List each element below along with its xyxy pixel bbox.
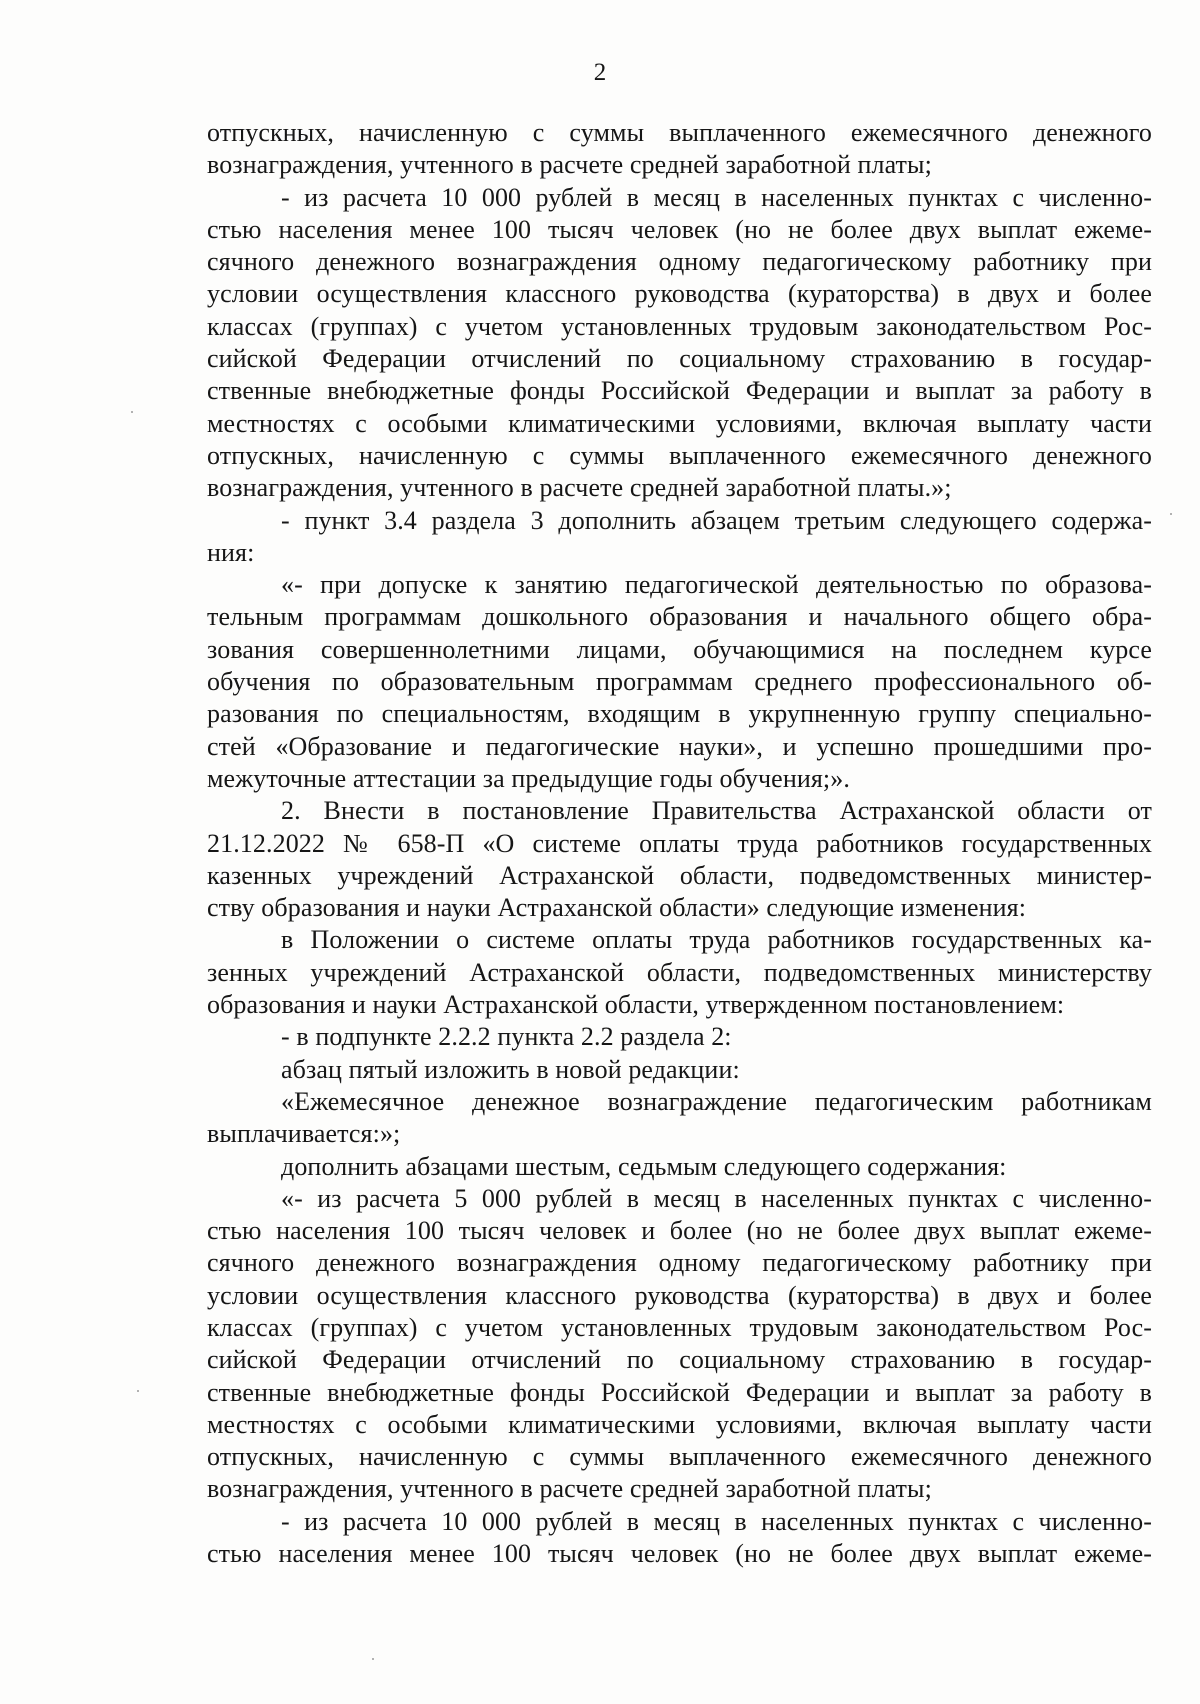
- text-line: вознаграждения, учтенного в расчете средней заработной платы.»;: [207, 473, 952, 503]
- text-line: зенных учреждений Астраханской области, подведомственных министерству: [207, 957, 1152, 987]
- text-line: абзац пятый изложить в новой редакции:: [281, 1054, 740, 1084]
- text-line: условии осуществления классного руководства (кураторства) в двух и более: [207, 1280, 1152, 1310]
- scan-speck: [131, 411, 133, 413]
- text-line: сячного денежного вознаграждения одному педагогическому работнику при: [207, 247, 1152, 277]
- text-line: выплачивается:»;: [207, 1119, 401, 1149]
- text-line: - пункт 3.4 раздела 3 дополнить абзацем третьим следующего содержа-: [281, 505, 1152, 535]
- text-line: отпускных, начисленную с суммы выплаченного ежемесячного денежного: [207, 118, 1152, 147]
- text-line: 21.12.2022 № 658-П «О системе оплаты труда работников государственных: [207, 828, 1152, 858]
- text-line: вознаграждения, учтенного в расчете средней заработной платы;: [207, 150, 932, 180]
- text-line: межуточные аттестации за предыдущие годы обучения;».: [207, 763, 850, 793]
- scan-speck: [372, 1658, 374, 1660]
- text-line: «- при допуске к занятию педагогической деятельностью по образова-: [281, 570, 1152, 600]
- text-line: отпускных, начисленную с суммы выплаченного ежемесячного денежного: [207, 1442, 1152, 1472]
- text-line: - из расчета 10 000 рублей в месяц в населенных пунктах с численно-: [281, 1506, 1152, 1536]
- text-line: сийской Федерации отчислений по социальному страхованию в государ-: [207, 1345, 1152, 1375]
- text-line: стью населения 100 тысяч человек и более (но не более двух выплат ежеме-: [207, 1216, 1152, 1246]
- text-line: местностях с особыми климатическими условиями, включая выплату части: [207, 408, 1152, 438]
- text-line: разования по специальностям, входящим в укрупненную группу специально-: [207, 699, 1152, 729]
- text-line: стью населения менее 100 тысяч человек (но не более двух выплат ежеме-: [207, 214, 1152, 244]
- text-line: образования и науки Астраханской области, утвержденном постановлением:: [207, 990, 1065, 1020]
- text-line: - из расчета 10 000 рублей в месяц в населенных пунктах с численно-: [281, 182, 1152, 212]
- text-line: стей «Образование и педагогические науки», и успешно прошедшими про-: [207, 731, 1152, 761]
- body-text: [207, 117, 1152, 1570]
- text-line: ству образования и науки Астраханской области» следующие изменения:: [207, 893, 1027, 923]
- text-line: ния:: [207, 537, 255, 567]
- scan-speck: [137, 1390, 139, 1392]
- text-line: дополнить абзацами шестым, седьмым следующего содержания:: [281, 1151, 1007, 1181]
- scan-speck: [1170, 513, 1172, 515]
- text-line: местностях с особыми климатическими условиями, включая выплату части: [207, 1409, 1152, 1439]
- text-line: классах (группах) с учетом установленных трудовым законодательством Рос-: [207, 1312, 1152, 1342]
- text-line: «- из расчета 5 000 рублей в месяц в населенных пунктах с численно-: [281, 1183, 1152, 1213]
- page-number: 2: [593, 59, 607, 86]
- text-line: тельным программам дошкольного образования и начального общего обра-: [207, 602, 1152, 632]
- text-line: - в подпункте 2.2.2 пункта 2.2 раздела 2:: [281, 1022, 732, 1052]
- text-line: сийской Федерации отчислений по социальному страхованию в государ-: [207, 344, 1152, 374]
- text-line: ственные внебюджетные фонды Российской Федерации и выплат за работу в: [207, 376, 1152, 406]
- text-line: вознаграждения, учтенного в расчете средней заработной платы;: [207, 1474, 932, 1504]
- text-line: обучения по образовательным программам среднего профессионального об-: [207, 667, 1152, 697]
- text-line: «Ежемесячное денежное вознаграждение педагогическим работникам: [281, 1086, 1152, 1116]
- text-line: стью населения менее 100 тысяч человек (но не более двух выплат ежеме-: [207, 1539, 1152, 1569]
- text-line: казенных учреждений Астраханской области, подведомственных министер-: [207, 860, 1152, 890]
- text-line: классах (группах) с учетом установленных трудовым законодательством Рос-: [207, 311, 1152, 341]
- text-line: сячного денежного вознаграждения одному педагогическому работнику при: [207, 1248, 1152, 1278]
- text-line: 2. Внести в постановление Правительства Астраханской области от: [281, 796, 1152, 826]
- text-line: зования совершеннолетними лицами, обучающимися на последнем курсе: [207, 634, 1152, 664]
- text-line: в Положении о системе оплаты труда работников государственных ка-: [281, 925, 1152, 955]
- text-line: отпускных, начисленную с суммы выплаченного ежемесячного денежного: [207, 440, 1152, 470]
- text-line: ственные внебюджетные фонды Российской Федерации и выплат за работу в: [207, 1377, 1152, 1407]
- text-line: условии осуществления классного руководства (кураторства) в двух и более: [207, 279, 1152, 309]
